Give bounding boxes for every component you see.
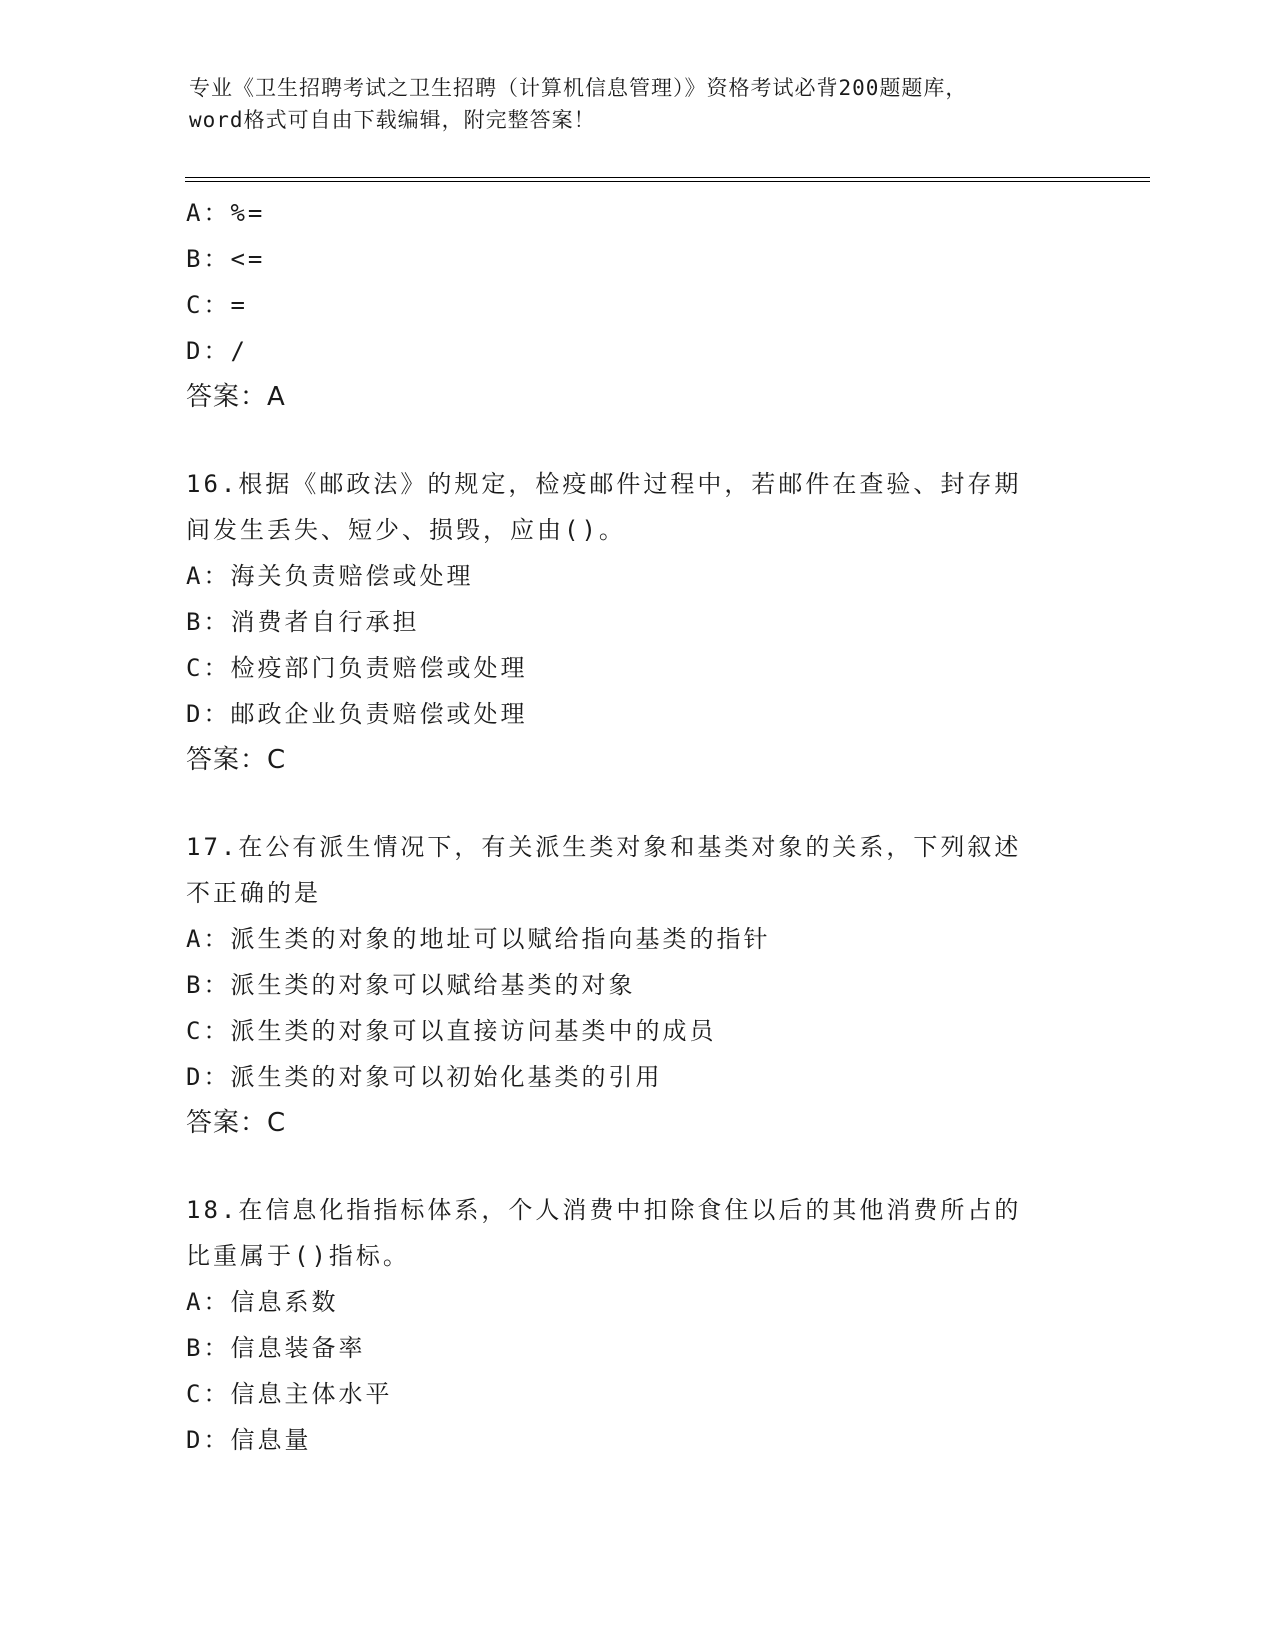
question-17 <box>186 824 1086 1146</box>
answer: 答案：C <box>186 1108 287 1138</box>
answer: 答案：C <box>186 745 287 775</box>
question-stem-line2: 不正确的是 <box>186 879 321 907</box>
question-stem-line1: 16.根据《邮政法》的规定，检疫邮件过程中，若邮件在查验、封存期 <box>186 470 1022 498</box>
option-b: B：信息装备率 <box>186 1334 366 1362</box>
option-c: C：= <box>186 291 248 319</box>
option-c: C：检疫部门负责赔偿或处理 <box>186 654 528 682</box>
header-title-line2: word格式可自由下载编辑，附完整答案！ <box>189 108 596 132</box>
option-a: A：派生类的对象的地址可以赋给指向基类的指针 <box>186 925 771 953</box>
option-a: A：信息系数 <box>186 1288 339 1316</box>
header-divider-bottom <box>185 181 1150 182</box>
option-d: D：/ <box>186 337 248 365</box>
header-divider-top <box>185 177 1150 178</box>
spacer <box>186 783 1086 824</box>
question-stem-line2: 间发生丢失、短少、损毁，应由()。 <box>186 516 626 544</box>
document-header <box>189 72 1089 136</box>
answer: 答案：A <box>186 382 286 412</box>
option-a: A：%= <box>186 199 266 227</box>
option-a: A：海关负责赔偿或处理 <box>186 562 474 590</box>
question-15 <box>186 190 1086 420</box>
option-c: C：派生类的对象可以直接访问基类中的成员 <box>186 1017 717 1045</box>
question-list <box>186 190 1086 1463</box>
option-d: D：派生类的对象可以初始化基类的引用 <box>186 1063 663 1091</box>
header-title-line1: 专业《卫生招聘考试之卫生招聘（计算机信息管理）》资格考试必背200题题库， <box>189 76 968 100</box>
option-d: D：信息量 <box>186 1426 312 1454</box>
option-b: B：<= <box>186 245 266 273</box>
question-stem-line2: 比重属于()指标。 <box>186 1242 410 1270</box>
spacer <box>186 1146 1086 1187</box>
spacer <box>186 420 1086 461</box>
question-stem-line1: 17.在公有派生情况下，有关派生类对象和基类对象的关系，下列叙述 <box>186 833 1022 861</box>
question-18 <box>186 1187 1086 1463</box>
option-c: C：信息主体水平 <box>186 1380 393 1408</box>
option-d: D：邮政企业负责赔偿或处理 <box>186 700 528 728</box>
option-b: B：派生类的对象可以赋给基类的对象 <box>186 971 636 999</box>
question-stem-line1: 18.在信息化指指标体系，个人消费中扣除食住以后的其他消费所占的 <box>186 1196 1022 1224</box>
question-16 <box>186 461 1086 783</box>
option-b: B：消费者自行承担 <box>186 608 420 636</box>
